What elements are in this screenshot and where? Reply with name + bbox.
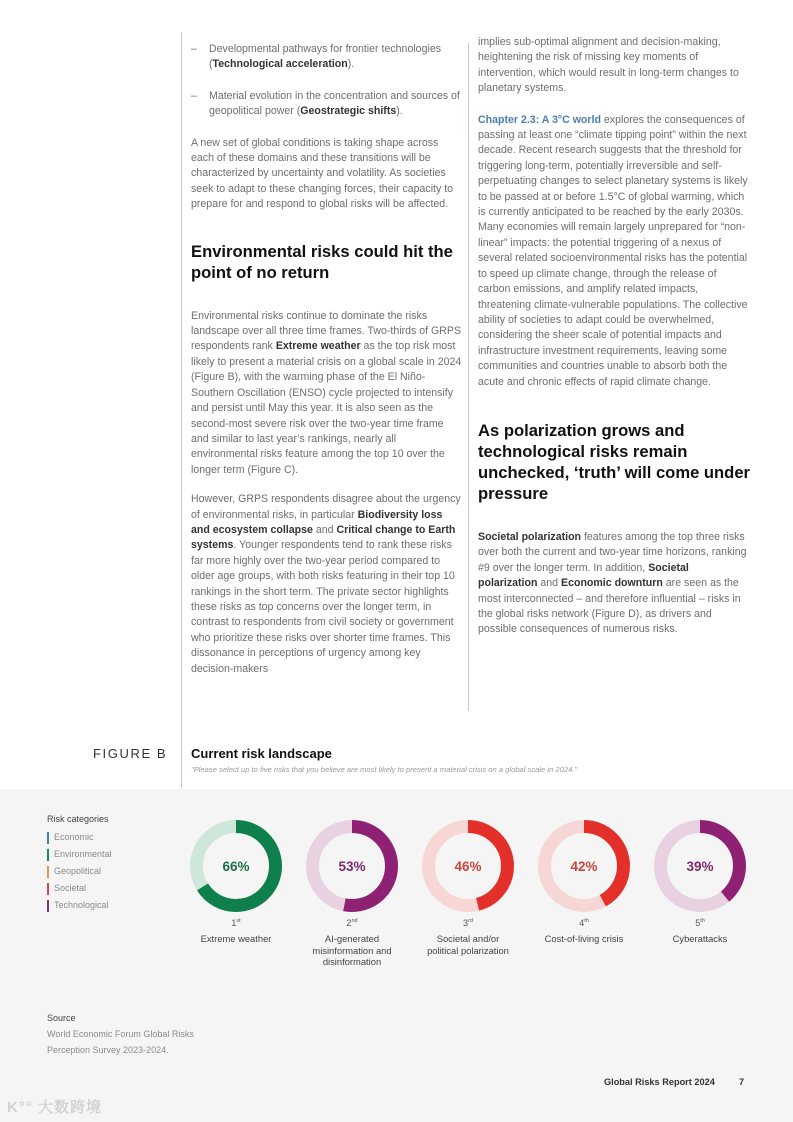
- legend-item-societal: Societal: [47, 880, 112, 897]
- legend-item-geopolitical: Geopolitical: [47, 863, 112, 880]
- donut-risk-name: Cyberattacks: [672, 933, 728, 944]
- figure-label: FIGURE B: [93, 746, 168, 761]
- figure-subtitle: "Please select up to five risks that you believe are most likely to present a material crisis on a global scale in 2024.": [191, 765, 578, 774]
- donut-risk-name: AI-generated misinformation and disinformation: [312, 933, 392, 967]
- donut-percentage: 53%: [338, 858, 366, 874]
- donut-percentage: 46%: [454, 858, 482, 874]
- right-column-divider: [468, 43, 469, 711]
- donut-rank: 4th: [579, 918, 589, 928]
- left-column: [191, 42, 463, 677]
- chapter-link[interactable]: Chapter 2.3: A 3°C world: [478, 113, 601, 126]
- footer-report-title: Global Risks Report 2024: [604, 1077, 715, 1087]
- section-heading-polarization: As polarization grows and technological risks remain unchecked, ‘truth’ will come under pressure: [478, 420, 751, 503]
- donut-chart: [306, 820, 398, 912]
- source-title: Source: [47, 1013, 76, 1023]
- watermark-logo: K°° 大数跨境: [7, 1099, 102, 1116]
- color-swatch-icon: [47, 849, 49, 861]
- source-text: World Economic Forum Global Risks Perception Survey 2023-2024.: [47, 1029, 194, 1055]
- donut-percentage: 66%: [222, 858, 250, 874]
- donut-risk-name: Cost-of-living crisis: [544, 933, 624, 944]
- dash-icon: –: [191, 89, 197, 102]
- donut-chart: [422, 820, 514, 912]
- donut-risk-name: Societal and/or political polarization: [427, 933, 509, 956]
- donut-chart: [654, 820, 746, 912]
- donut-rank: 2nd: [346, 918, 358, 928]
- environmental-paragraph-1: Environmental risks continue to dominate the risks landscape over all three time frames. Two-thirds of GRPS respondents rank Extreme weather as the top risk most likely to present a material crisis on a global scale in 2024 (Figure B), with the warming phase of the El Niño-Southern Oscillation (ENSO) cycle projected to intensify and persist until May this year. It is also seen as the second-most severe risk over the two-year time frame and similar to last year’s rankings, nearly all environmental risks feature among the top 10 over the longer term (Figure C).: [191, 309, 462, 476]
- continued-paragraph: implies sub-optimal alignment and decision-making, heightening the risk of missing key moments of intervention, which would result in long-term changes to planetary systems.: [478, 36, 739, 95]
- bullet-item: – Material evolution in the concentration and sources of geopolitical power (Geostrategic shifts).: [191, 89, 460, 118]
- figure-title: Current risk landscape: [191, 746, 332, 761]
- right-column: [478, 35, 750, 638]
- intro-paragraph: A new set of global conditions is taking shape across each of these domains and these transitions will be characterized by uncertainty and volatility. As societies seek to adapt to these changing forces, their capacity to prepare for and respond to global risks will be affected.: [191, 136, 454, 211]
- color-swatch-icon: [47, 832, 49, 844]
- page-number: 7: [739, 1077, 745, 1087]
- section-heading-environmental: Environmental risks could hit the point of no return: [191, 241, 453, 282]
- donut-risk-name: Extreme weather: [200, 933, 272, 944]
- donut-chart: [538, 820, 630, 912]
- chapter-paragraph: Chapter 2.3: A 3°C world explores the consequences of passing at least one “climate tipping point” within the next decade. Recent research suggests that the threshold for triggering long-term, potentially irreversible and self-perpetuating changes to select planetary systems is likely to be passed at or before 1.5°C of global warming, which is currently anticipated to be reached by the early 2030s. Many economies will remain largely unprepared for “non-linear” impacts: the potential triggering of a nexus of several related socioenvironmental risks has the potential to speed up climate change, through the release of carbon emissions, and amplify related impacts, threatening climate-vulnerable populations. The collective ability of societies to adapt could be overwhelmed, considering the sheer scale of potential impacts and infrastructure investment requirements, leaving some communities and countries unable to absorb both the acute and chronic effects of rapid climate change.: [478, 113, 748, 388]
- left-column-divider: [181, 32, 182, 788]
- polarization-paragraph: Societal polarization features among the top three risks over both the current and two-year time horizons, ranking #9 over the longer term. In addition, Societal polarization and Economic downturn are seen as the most interconnected – and therefore influential – risks in the global risks network (Figure D), as drivers and possible consequences of numerous risks.: [478, 530, 747, 636]
- donut-chart: [190, 820, 282, 912]
- risk-categories-legend: [47, 811, 112, 914]
- donut-percentage: 39%: [686, 858, 714, 874]
- donut-rank: 3rd: [463, 918, 473, 928]
- donut-rank: 5th: [695, 918, 705, 928]
- color-swatch-icon: [47, 883, 49, 895]
- figure-source: [47, 1010, 222, 1058]
- legend-item-economic: Economic: [47, 829, 112, 846]
- environmental-paragraph-2: However, GRPS respondents disagree about the urgency of environmental risks, in particular Biodiversity loss and ecosystem collapse and Critical change to Earth systems. Younger respondents tend to rank these risks far more highly over the two-year period compared to older age groups, with both risks featuring in their top 10 rankings in the short term. The private sector highlights these risks as top concerns over the longer term, in contrast to respondents from civil society or government who prioritize these risks over shorter time frames. This dissonance in perceptions of urgency among key decision-makers: [191, 493, 461, 675]
- donut-percentage: 42%: [570, 858, 598, 874]
- bullet-item: – Developmental pathways for frontier technologies (Technological acceleration).: [191, 43, 442, 71]
- legend-title: Risk categories: [47, 814, 109, 824]
- legend-item-technological: Technological: [47, 897, 112, 914]
- legend-item-environmental: Environmental: [47, 846, 112, 863]
- color-swatch-icon: [47, 866, 49, 878]
- donut-rank: 1st: [231, 918, 241, 928]
- dash-icon: –: [191, 43, 197, 55]
- color-swatch-icon: [47, 900, 49, 912]
